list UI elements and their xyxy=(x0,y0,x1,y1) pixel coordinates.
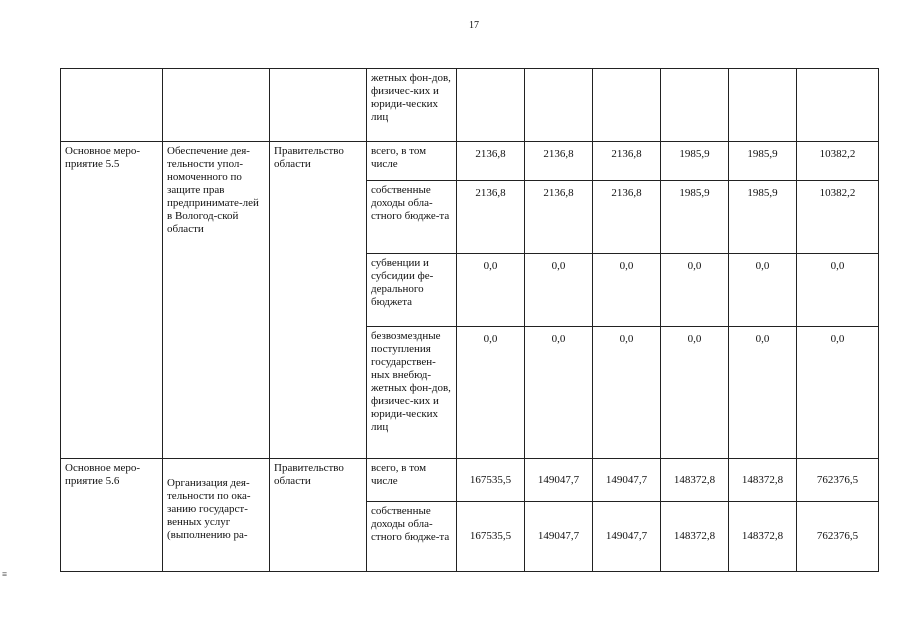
value-cell: 1985,9 xyxy=(729,181,797,254)
funding-source-cell: безвозмездные поступления государствен-ных внебюд-жетных фон-дов, физичес-ких и юриди-ческих лиц xyxy=(367,327,457,459)
value-cell: 149047,7 xyxy=(593,502,661,572)
value-cell: 167535,5 xyxy=(457,459,525,502)
value-cell: 0,0 xyxy=(457,254,525,327)
value-cell: 149047,7 xyxy=(525,502,593,572)
margin-mark: ≡ xyxy=(2,569,8,579)
value-cell: 2136,8 xyxy=(525,142,593,181)
executor-cell: Правительство области xyxy=(270,459,367,572)
value-cell: 0,0 xyxy=(457,327,525,459)
value-cell: 2136,8 xyxy=(525,181,593,254)
value-cell: 762376,5 xyxy=(797,502,879,572)
value-cell: 762376,5 xyxy=(797,459,879,502)
value-cell: 0,0 xyxy=(525,254,593,327)
value-cell: 0,0 xyxy=(525,327,593,459)
value-cell: 1985,9 xyxy=(661,142,729,181)
budget-table xyxy=(60,68,879,572)
table-row xyxy=(61,142,879,181)
value-cell: 167535,5 xyxy=(457,502,525,572)
funding-source-cell: всего, в том числе xyxy=(367,459,457,502)
measure-title-cell: Организация дея-тельности по ока-занию государст-венных услуг (выполнению ра- xyxy=(163,459,270,572)
funding-source-cell: собственные доходы обла-стного бюдже-та xyxy=(367,181,457,254)
value-cell: 148372,8 xyxy=(729,502,797,572)
value-cell: 148372,8 xyxy=(729,459,797,502)
funding-source-cell: субвенции и субсидии фе-дерального бюджета xyxy=(367,254,457,327)
value-cell: 10382,2 xyxy=(797,181,879,254)
value-cell: 149047,7 xyxy=(593,459,661,502)
value-cell: 0,0 xyxy=(797,254,879,327)
page-number: 17 xyxy=(469,20,479,31)
measure-name-cell: Основное меро-приятие 5.5 xyxy=(61,142,163,459)
value-cell: 148372,8 xyxy=(661,502,729,572)
value-cell: 0,0 xyxy=(661,254,729,327)
executor-cell: Правительство области xyxy=(270,142,367,459)
table-row xyxy=(61,459,879,502)
value-cell: 2136,8 xyxy=(457,181,525,254)
value-cell: 0,0 xyxy=(729,254,797,327)
value-cell: 0,0 xyxy=(593,254,661,327)
measure-title-cell: Обеспечение дея-тельности упол-номоченного по защите прав предпринимате-лей в Вологод-ской области xyxy=(163,142,270,459)
value-cell: 2136,8 xyxy=(457,142,525,181)
value-cell: 2136,8 xyxy=(593,142,661,181)
value-cell: 0,0 xyxy=(661,327,729,459)
value-cell: 0,0 xyxy=(797,327,879,459)
funding-source-cell: всего, в том числе xyxy=(367,142,457,181)
value-cell: 1985,9 xyxy=(661,181,729,254)
value-cell: 149047,7 xyxy=(525,459,593,502)
funding-source-cell: жетных фон-дов, физичес-ких и юриди-ческих лиц xyxy=(367,69,457,142)
measure-name-cell: Основное меро-приятие 5.6 xyxy=(61,459,163,572)
value-cell: 2136,8 xyxy=(593,181,661,254)
table-row xyxy=(61,69,879,142)
value-cell: 148372,8 xyxy=(661,459,729,502)
value-cell: 0,0 xyxy=(593,327,661,459)
value-cell: 0,0 xyxy=(729,327,797,459)
value-cell: 1985,9 xyxy=(729,142,797,181)
funding-source-cell: собственные доходы обла-стного бюдже-та xyxy=(367,502,457,572)
value-cell: 10382,2 xyxy=(797,142,879,181)
